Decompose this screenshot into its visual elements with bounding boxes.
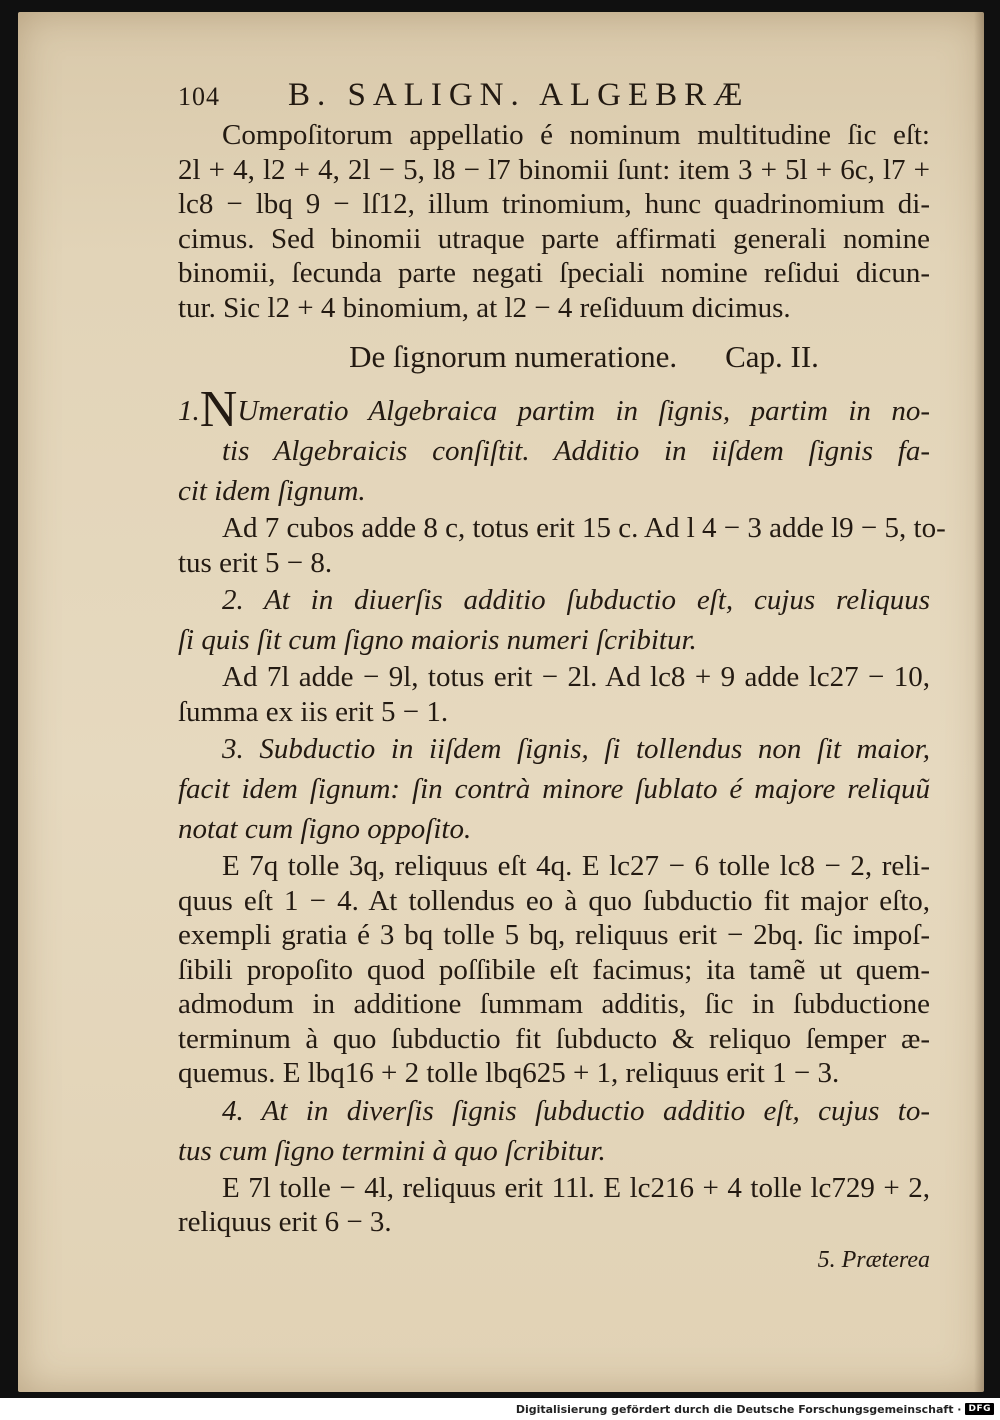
text-line: ſibili propoſito quod poſſibile eſt facimus; ita tamẽ ut quem- [178, 953, 930, 986]
text-line: binomii, ſecunda parte negati ſpeciali nomine reſidui dicun- [178, 257, 930, 289]
rule-1 [178, 381, 930, 511]
text-line: admodum in additione ſummam additis, ſic in ſubductione [178, 988, 930, 1020]
chapter-title: De ſignorum numeratione. [349, 339, 678, 374]
text-line: lc8 − lbq 9 − lſ12, illum trinomium, hunc quadrinomium di- [178, 188, 930, 220]
rule-line [178, 381, 930, 438]
rule-line: tus cum ſigno termini à quo ſcribitur. [178, 1134, 606, 1167]
rule-line: ſi quis ſit cum ſigno maioris numeri ſcribitur. [178, 624, 697, 656]
page-edge-shadow [974, 12, 984, 1392]
example-4 [178, 1171, 930, 1240]
footer-credit: Digitalisierung gefördert durch die Deutsche Forschungsgemeinschaft · [515, 1402, 962, 1416]
chapter-heading [178, 325, 930, 391]
dfg-logo: DFG [965, 1403, 994, 1415]
text-line: cimus. Sed binomii utraque parte affirmati generali nomine [178, 222, 930, 255]
rule-text: Umeratio Algebraica partim in ſignis, partim in no- [237, 395, 930, 427]
rule-line: cit idem ſignum. [178, 475, 366, 507]
text-line: E 7l tolle − 4l, reliquus erit 11l. E lc216 + 4 tolle lc729 + 2, [222, 1171, 930, 1204]
text-line: tur. Sic l2 + 4 binomium, at l2 − 4 reſiduum dicimus. [178, 291, 791, 324]
text-line: quus eſt 1 − 4. At tollendus eo à quo ſubductio fit major eſto, [178, 884, 930, 917]
example-1 [178, 511, 946, 580]
catchword: 5. Præterea [817, 1246, 930, 1273]
rule-line: facit idem ſignum: ſin contrà minore ſublato é majore reliquũ [178, 773, 930, 805]
text-line: terminum à quo ſubductio fit ſubducto & reliquo ſemper æ- [178, 1022, 930, 1055]
text-line: quemus. E lbq16 + 2 tolle lbq625 + 1, reliquus erit 1 − 3. [178, 1057, 840, 1089]
example-2 [178, 660, 930, 729]
rule-line: 4. At in diverſis ſignis ſubductio additio eſt, cujus to- [222, 1094, 930, 1127]
rule-3 [178, 729, 930, 849]
rule-2 [178, 580, 930, 660]
text-line: Compoſitorum appellatio é nominum multitudine ſic eſt: [222, 119, 930, 151]
text-line: Ad 7l adde − 9l, totus erit − 2l. Ad lc8 + 9 adde lc27 − 10, [222, 661, 930, 693]
text-line: exempli gratia é 3 bq tolle 5 bq, reliquus erit − 2bq. ſic impoſ- [178, 919, 930, 951]
rule-4 [178, 1091, 930, 1171]
page-text-block [178, 72, 946, 1280]
rule-line: notat cum ſigno oppoſito. [178, 813, 472, 845]
chapter-number: Cap. II. [725, 339, 819, 374]
rule-line: tis Algebraicis conſiſtit. Additio in iiſdem ſignis fa- [222, 435, 930, 467]
text-line: ſumma ex iis erit 5 − 1. [178, 695, 449, 728]
text-line: Ad 7 cubos adde 8 c, totus erit 15 c. Ad l 4 − 3 adde l9 − 5, to- [222, 512, 946, 544]
text-line: tus erit 5 − 8. [178, 546, 333, 579]
rule-number: 1. [178, 395, 200, 427]
running-head-title: B. SALIGN. ALGEBRÆ [288, 77, 750, 113]
rule-line: 2. At in diuerſis additio ſubductio eſt, cujus reliquus [222, 584, 930, 616]
text-line: E 7q tolle 3q, reliquus eſt 4q. E lc27 − 6 tolle lc8 − 2, reli- [222, 850, 930, 882]
digitization-footer [0, 1398, 1000, 1420]
page-number: 104 [178, 82, 220, 111]
example-3 [178, 849, 930, 1091]
text-line: reliquus erit 6 − 3. [178, 1206, 392, 1238]
intro-paragraph [178, 118, 930, 325]
text-line: 2l + 4, l2 + 4, 2l − 5, l8 − l7 binomii ſunt: item 3 + 5l + 6c, l7 + [178, 153, 930, 186]
drop-cap: N [199, 381, 238, 438]
running-head [178, 72, 930, 118]
rule-line: 3. Subductio in iiſdem ſignis, ſi tollendus non ſit maior, [222, 733, 930, 765]
